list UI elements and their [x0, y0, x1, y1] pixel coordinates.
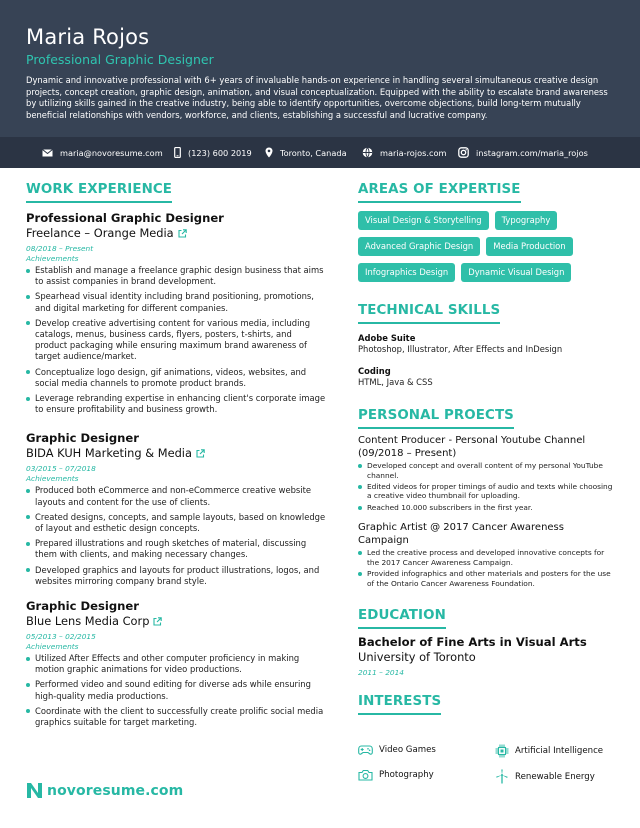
location-text: Toronto, Canada	[280, 147, 347, 158]
contact-location	[265, 137, 347, 168]
job-dates: 03/2015 – 07/2018	[26, 464, 96, 474]
website-text: maria-rojos.com	[380, 147, 447, 158]
external-link-icon[interactable]	[196, 449, 205, 458]
skill-name: Coding	[358, 366, 391, 376]
job-dates: 08/2018 – Present	[26, 244, 94, 253]
project-title: Content Producer - Personal Youtube Channel (09/2018 – Present)	[358, 435, 586, 459]
logo-text: novoresume.com	[47, 782, 184, 799]
education-dates: 2011 – 2014	[358, 668, 405, 678]
job-entry	[26, 431, 326, 587]
instagram-text: instagram.com/maria_rojos	[476, 147, 588, 158]
achievement-item: Prepared illustrations and rough sketches of material, discussing them with clients, and making necessary changes.	[26, 538, 326, 560]
achievement-item: Coordinate with the client to successfully create prolific social media graphics suitable for target marketing.	[26, 706, 326, 728]
instagram-icon	[458, 147, 469, 158]
job-title: Graphic Designer	[26, 431, 139, 446]
personal-projects-heading: PERSONAL PROECTS	[358, 406, 514, 429]
achievement-item: Spearhead visual identity including brand positioning, promotions, and digital marketing for different companies.	[26, 291, 326, 313]
degree-name: Bachelor of Fine Arts in Visual Arts	[358, 635, 587, 650]
education-heading: EDUCATION	[358, 606, 446, 629]
email-text: maria@novoresume.com	[60, 147, 163, 158]
achievement-item: Developed graphics and layouts for product illustrations, logos, and websites mirroring company brand style.	[26, 565, 326, 587]
interest-label: Renewable Energy	[515, 771, 595, 782]
interests-heading: INTERESTS	[358, 692, 441, 715]
gamepad-icon	[358, 744, 373, 756]
achievement-item: Created designs, concepts, and sample layouts, based on knowledge of layout and esthetic design concepts.	[26, 512, 326, 534]
achievement-item: Produced both eCommerce and non-eCommerce creative website layouts and content for the use of clients.	[26, 485, 326, 507]
interest-item	[358, 769, 434, 781]
candidate-title: Professional Graphic Designer	[26, 52, 214, 67]
skill-entry	[358, 366, 616, 388]
novoresume-logo-mark-icon	[26, 782, 43, 799]
skill-description: Photoshop, Illustrator, After Effects and InDesign	[358, 344, 563, 354]
project-bullet: Edited videos for proper timings of audio and texts while choosing a creative video thumbnail for uploading.	[358, 482, 616, 501]
company-name[interactable]	[26, 226, 326, 241]
interest-item	[495, 744, 603, 758]
achievements-label: Achievements	[26, 474, 79, 484]
work-experience-heading: WORK EXPERIENCE	[26, 180, 172, 203]
expertise-heading: AREAS OF EXPERTISE	[358, 180, 521, 203]
novoresume-logo[interactable]	[26, 782, 183, 799]
achievement-list	[26, 485, 326, 587]
job-entry	[26, 599, 326, 728]
job-title: Graphic Designer	[26, 599, 139, 614]
company-label: Freelance – Orange Media	[26, 226, 174, 240]
achievement-item: Performed video and sound editing for diverse ads while ensuring high-quality media productions.	[26, 679, 326, 701]
school-name: University of Toronto	[358, 650, 476, 665]
expertise-tag: Advanced Graphic Design	[358, 237, 480, 256]
project-bullet: Provided infographics and other materials and posters for the use of the Ontario Cancer Awareness Foundation.	[358, 569, 616, 588]
technical-skills-heading: TECHNICAL SKILLS	[358, 301, 500, 324]
expertise-tag: Media Production	[486, 237, 572, 256]
contact-bar	[0, 137, 640, 168]
company-name[interactable]	[26, 446, 326, 461]
interest-item	[495, 769, 595, 784]
expertise-tag: Infographics Design	[358, 263, 455, 282]
location-pin-icon	[265, 147, 273, 158]
project-bullet: Reached 10.000 subscribers in the first year.	[358, 503, 616, 512]
project-bullets	[358, 548, 616, 588]
chip-icon	[495, 744, 509, 758]
achievement-item: Establish and manage a freelance graphic design business that aims to assist companies in brand development.	[26, 265, 326, 287]
expertise-tag: Dynamic Visual Design	[461, 263, 571, 282]
interest-label: Artificial Intelligence	[515, 746, 604, 756]
summary-text: Dynamic and innovative professional with 6+ years of invaluable hands-on experience in handling several simultaneous creative design projects, concept creation, graphic design, animation, and visual conceptualization. Equipped with the ability to escalate brand awareness by utilizing skills gained in the creative industry, being able to identify opportunities, overcome objections, build long-term mutually beneficial relationships with vendors, workforce, and clients, establishing a successful and lucrative company.	[26, 75, 608, 120]
project-bullet: Led the creative process and developed innovative concepts for the 2017 Cancer Awareness Campaign.	[358, 548, 616, 567]
achievement-list	[26, 653, 326, 728]
project-title: Graphic Artist @ 2017 Cancer Awareness Campaign	[358, 522, 564, 546]
email-icon	[42, 149, 53, 157]
wind-turbine-icon	[495, 769, 509, 784]
external-link-icon[interactable]	[153, 617, 162, 626]
achievement-item: Develop creative advertising content for various media, including catalogs, menus, business cards, flyers, posters, t-shirts, and product packaging while ensuring maximum brand awareness of target audience/market.	[26, 318, 326, 363]
interest-item	[358, 744, 436, 756]
job-dates: 05/2013 – 02/2015	[26, 632, 96, 642]
achievements-label: Achievements	[26, 642, 79, 652]
contact-website[interactable]	[362, 137, 446, 168]
expertise-tags	[358, 211, 608, 289]
achievement-item: Utilized After Effects and other computer proficiency in making motion graphic animations for video productions.	[26, 653, 326, 675]
project-bullets	[358, 461, 616, 512]
achievement-item: Conceptualize logo design, gif animations, videos, websites, and social media channels to promote product brands.	[26, 367, 326, 389]
company-label: Blue Lens Media Corp	[26, 614, 150, 629]
project-bullet: Developed concept and overall content of my personal YouTube channel.	[358, 461, 616, 480]
interest-label: Photography	[379, 770, 434, 780]
skill-description: HTML, Java & CSS	[358, 377, 433, 387]
expertise-tag: Visual Design & Storytelling	[358, 211, 489, 230]
expertise-tag: Typography	[495, 211, 558, 230]
left-column	[26, 178, 326, 732]
skill-entry	[358, 333, 616, 355]
phone-icon	[174, 147, 181, 158]
resume-header	[0, 0, 640, 137]
achievement-list	[26, 265, 326, 415]
company-name[interactable]	[26, 614, 326, 629]
phone-text: (123) 600 2019	[188, 147, 252, 158]
achievement-item: Leverage rebranding expertise in enhancing client's corporate image to ensure profitability and business growth.	[26, 393, 326, 415]
skill-name: Adobe Suite	[358, 333, 416, 343]
contact-phone[interactable]	[174, 137, 252, 168]
interest-label: Video Games	[379, 745, 436, 755]
candidate-name: Maria Rojos	[26, 25, 150, 49]
contact-instagram[interactable]	[458, 137, 588, 168]
achievements-label: Achievements	[26, 254, 79, 263]
right-column	[358, 178, 616, 715]
job-title: Professional Graphic Designer	[26, 211, 224, 225]
company-label: BIDA KUH Marketing & Media	[26, 446, 192, 461]
camera-icon	[358, 769, 373, 781]
education-entry	[358, 635, 616, 678]
project-entry	[358, 435, 616, 512]
contact-email[interactable]	[42, 137, 163, 168]
project-entry	[358, 522, 616, 588]
globe-icon	[362, 147, 373, 158]
job-entry	[26, 211, 326, 415]
external-link-icon[interactable]	[178, 229, 187, 238]
